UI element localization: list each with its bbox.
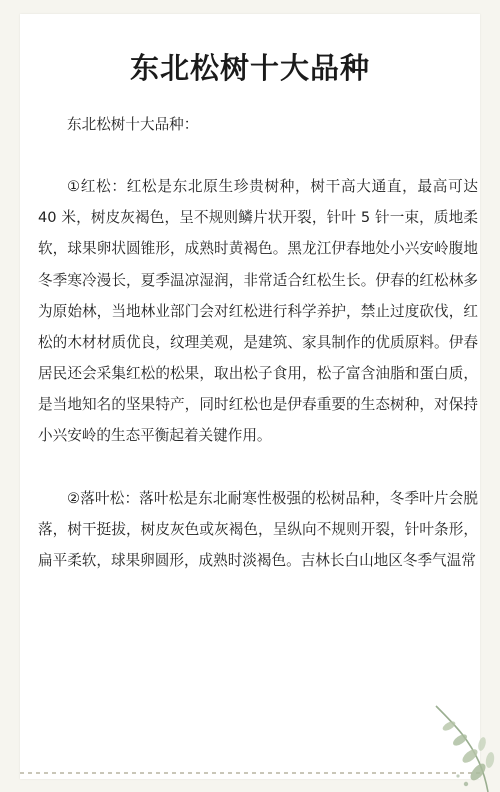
- intro-line: 东北松树十大品种：: [67, 116, 199, 133]
- leaf-sprig-icon: [418, 700, 500, 792]
- paragraph-red-pine: ①红松：红松是东北原生珍贵树种，树干高大通直，最高可达 40 米，树皮灰褐色，呈不规则鳞片状开裂，针叶 5 针一束，质地柔软，球果卵状圆锥形，成熟时黄褐色。黑龙江伊春地处小兴安岭腹地冬季寒冷漫长，夏季温凉湿润，非常适合红松生长。伊春的红松林多为原始林，当地林业部门会对红松进行科学养护，禁止过度砍伐，红松的木材材质优良，纹理美观，是建筑、家具制作的优质原料。伊春居民还会采集红松的松果，取出松子食用，松子富含油脂和蛋白质，是当地知名的坚果特产，同时红松也是伊春重要的生态树种，对保持小兴安岭的生态平衡起着关键作用。: [38, 178, 478, 445]
- document-title: 东北松树十大品种: [129, 51, 370, 85]
- document-body: [38, 109, 478, 576]
- bottom-divider: [20, 772, 480, 774]
- paragraph-spacer: [38, 452, 478, 483]
- paragraph-spacer: [38, 140, 478, 171]
- paragraph-larch: ②落叶松：落叶松是东北耐寒性极强的松树品种，冬季叶片会脱落，树干挺拔，树皮灰色或灰褐色，呈纵向不规则开裂，针叶条形，扁平柔软，球果卵圆形，成熟时淡褐色。吉林长白山地区冬季气温常: [38, 489, 478, 569]
